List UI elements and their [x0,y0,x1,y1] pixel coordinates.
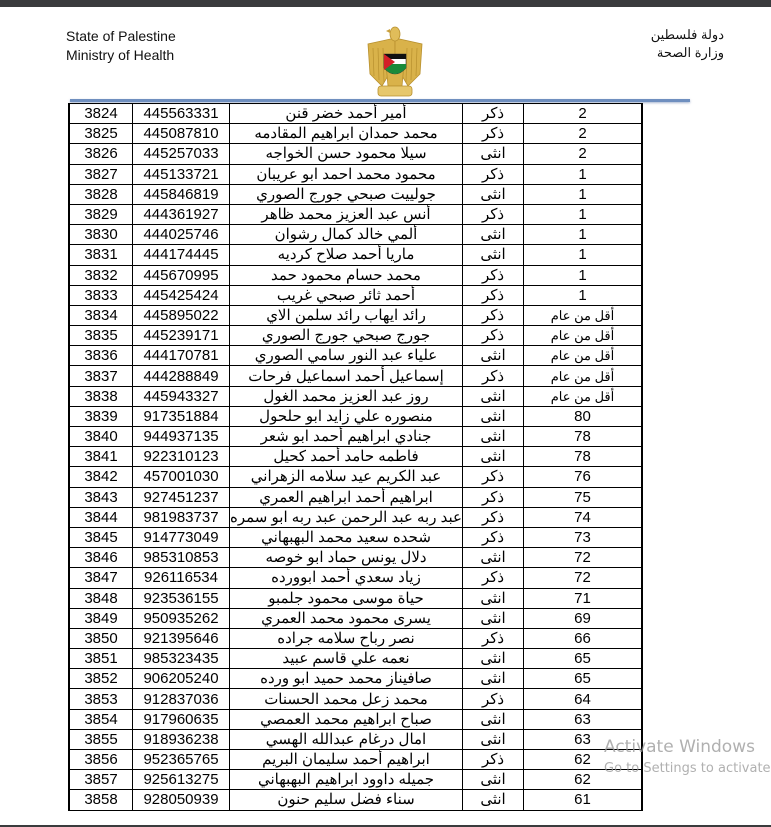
row-name: نصر رباح سلامه جراده [230,628,463,648]
row-id-number: 923536155 [133,588,230,608]
row-sex: ذكر [463,366,524,386]
row-seq-number: 3857 [69,770,133,790]
row-age: 1 [524,184,643,204]
table-row [69,305,642,325]
row-seq-number: 3840 [69,427,133,447]
row-name: ألمي خالد كمال رشوان [230,225,463,245]
row-age: أقل من عام [524,366,643,386]
row-seq-number: 3831 [69,245,133,265]
row-sex: ذكر [463,568,524,588]
row-id-number: 444170781 [133,346,230,366]
row-age: 80 [524,406,643,426]
row-sex: انثى [463,669,524,689]
row-age: أقل من عام [524,346,643,366]
row-name: ماريا أحمد صلاح كرديه [230,245,463,265]
row-seq-number: 3843 [69,487,133,507]
row-id-number: 445563331 [133,104,230,124]
row-id-number: 444025746 [133,225,230,245]
row-age: 64 [524,689,643,709]
row-seq-number: 3850 [69,628,133,648]
table-row [69,204,642,224]
row-name: امال درغام عبدالله الهسي [230,729,463,749]
row-sex: انثى [463,770,524,790]
row-id-number: 985323435 [133,649,230,669]
row-sex: انثى [463,346,524,366]
row-sex: ذكر [463,689,524,709]
row-sex: انثى [463,649,524,669]
row-name: جولييت صبحي جورج الصوري [230,184,463,204]
row-id-number: 445425424 [133,285,230,305]
table-row [69,628,642,648]
row-name: محمد حسام محمود حمد [230,265,463,285]
row-seq-number: 3837 [69,366,133,386]
row-age: 1 [524,265,643,285]
row-seq-number: 3833 [69,285,133,305]
row-age: 1 [524,245,643,265]
table-row [69,709,642,729]
row-id-number: 912837036 [133,689,230,709]
row-sex: ذكر [463,487,524,507]
window-top-bar [0,0,771,7]
row-age: 76 [524,467,643,487]
row-seq-number: 3830 [69,225,133,245]
row-sex: ذكر [463,750,524,770]
row-id-number: 922310123 [133,447,230,467]
row-sex: انثى [463,608,524,628]
table-row [69,568,642,588]
row-seq-number: 3839 [69,406,133,426]
ministry-name-en: Ministry of Health [66,47,175,63]
watermark-subtitle: Go to Settings to activate [604,761,771,776]
row-seq-number: 3848 [69,588,133,608]
row-age: 69 [524,608,643,628]
row-name: محمود محمد احمد ابو عريبان [230,164,463,184]
row-seq-number: 3844 [69,507,133,527]
row-name: جنادي ابراهيم أحمد ابو شعر [230,427,463,447]
watermark-title: Activate Windows [604,737,755,757]
row-id-number: 445943327 [133,386,230,406]
table-row [69,790,642,810]
row-sex: انثى [463,406,524,426]
row-seq-number: 3852 [69,669,133,689]
row-id-number: 952365765 [133,750,230,770]
row-age: أقل من عام [524,326,643,346]
state-name-en: State of Palestine [66,28,176,44]
row-sex: ذكر [463,507,524,527]
row-seq-number: 3842 [69,467,133,487]
row-age: 1 [524,164,643,184]
header-arabic [651,26,724,62]
row-name: سيلا محمود حسن الخواجه [230,144,463,164]
row-name: روز عبد العزيز محمد الغول [230,386,463,406]
row-sex: ذكر [463,265,524,285]
row-name: نعمه علي قاسم عبيد [230,649,463,669]
row-sex: انثى [463,144,524,164]
row-seq-number: 3828 [69,184,133,204]
row-age: أقل من عام [524,305,643,325]
row-age: 66 [524,628,643,648]
row-age: 78 [524,427,643,447]
row-seq-number: 3835 [69,326,133,346]
row-seq-number: 3832 [69,265,133,285]
table-row [69,507,642,527]
table-row [69,729,642,749]
row-seq-number: 3834 [69,305,133,325]
row-seq-number: 3847 [69,568,133,588]
row-seq-number: 3838 [69,386,133,406]
table-row [69,447,642,467]
row-age: 63 [524,729,643,749]
row-id-number: 926116534 [133,568,230,588]
row-seq-number: 3841 [69,447,133,467]
row-name: يسرى محمود محمد العمري [230,608,463,628]
row-age: 2 [524,144,643,164]
row-name: حياة موسى محمود جلمبو [230,588,463,608]
table-row [69,285,642,305]
table-row [69,527,642,547]
table-row [69,770,642,790]
row-sex: انثى [463,427,524,447]
row-age: 65 [524,669,643,689]
row-name: عبد الكريم عيد سلامه الزهراني [230,467,463,487]
row-age: 1 [524,204,643,224]
table-row [69,750,642,770]
row-age: 2 [524,104,643,124]
table-row [69,649,642,669]
row-id-number: 918936238 [133,729,230,749]
row-name: علياء عبد النور سامي الصوري [230,346,463,366]
row-age: أقل من عام [524,386,643,406]
row-age: 62 [524,750,643,770]
row-age: 1 [524,225,643,245]
row-name: أحمد ثائر صبحي غريب [230,285,463,305]
row-name: رائد ايهاب رائد سلمن الاي [230,305,463,325]
row-sex: انثى [463,548,524,568]
row-name: محمد حمدان ابراهيم المقادمه [230,124,463,144]
row-name: محمد زعل محمد الحسنات [230,689,463,709]
table-row [69,689,642,709]
row-age: 65 [524,649,643,669]
row-age: 61 [524,790,643,810]
row-id-number: 917960635 [133,709,230,729]
row-id-number: 445846819 [133,184,230,204]
row-sex: انثى [463,588,524,608]
row-seq-number: 3824 [69,104,133,124]
table-row [69,427,642,447]
row-sex: انثى [463,184,524,204]
row-sex: انثى [463,709,524,729]
table-row [69,366,642,386]
state-name-ar: دولة فلسطين [650,27,724,42]
row-age: 72 [524,568,643,588]
row-name: ابراهيم أحمد ابراهيم العمري [230,487,463,507]
row-name: ابراهيم أحمد سليمان البريم [230,750,463,770]
row-age: 73 [524,527,643,547]
row-id-number: 981983737 [133,507,230,527]
row-sex: ذكر [463,326,524,346]
row-seq-number: 3846 [69,548,133,568]
row-id-number: 444288849 [133,366,230,386]
row-id-number: 444361927 [133,204,230,224]
row-sex: ذكر [463,204,524,224]
row-age: 63 [524,709,643,729]
row-id-number: 917351884 [133,406,230,426]
row-name: أمير أحمد خضر قنن [230,104,463,124]
row-sex: ذكر [463,164,524,184]
table-row [69,184,642,204]
records-table-body [69,104,642,811]
row-id-number: 914773049 [133,527,230,547]
row-seq-number: 3855 [69,729,133,749]
row-age: 2 [524,124,643,144]
table-row [69,144,642,164]
table-row [69,265,642,285]
row-sex: انثى [463,386,524,406]
row-sex: ذكر [463,124,524,144]
row-id-number: 445239171 [133,326,230,346]
row-id-number: 445895022 [133,305,230,325]
row-age: 75 [524,487,643,507]
row-age: 74 [524,507,643,527]
table-row [69,245,642,265]
row-id-number: 927451237 [133,487,230,507]
activate-windows-watermark [604,737,771,779]
row-seq-number: 3825 [69,124,133,144]
row-seq-number: 3829 [69,204,133,224]
row-id-number: 445670995 [133,265,230,285]
row-seq-number: 3853 [69,689,133,709]
row-name: عبد ربه عبد الرحمن عبد ربه ابو سمره [230,508,462,526]
row-name: منصوره علي زايد ابو حلحول [230,406,463,426]
row-sex: ذكر [463,104,524,124]
row-id-number: 457001030 [133,467,230,487]
ministry-name-ar: وزارة الصحة [656,45,724,60]
table-row [69,104,642,124]
row-seq-number: 3858 [69,790,133,810]
row-id-number: 444174445 [133,245,230,265]
row-sex: ذكر [463,467,524,487]
row-name: صافيناز محمد حميد ابو ورده [230,669,463,689]
records-table [68,103,643,811]
row-id-number: 906205240 [133,669,230,689]
row-age: 62 [524,770,643,790]
row-sex: انثى [463,225,524,245]
table-row [69,548,642,568]
row-id-number: 921395646 [133,628,230,648]
row-age: 72 [524,548,643,568]
row-name: أنس عبد العزيز محمد ظاهر [230,204,463,224]
table-row [69,164,642,184]
row-sex: انثى [463,447,524,467]
row-name: زياد سعدي أحمد ابوورده [230,568,463,588]
row-name: دلال يونس حماد ابو خوصه [230,548,463,568]
row-seq-number: 3836 [69,346,133,366]
row-id-number: 925613275 [133,770,230,790]
row-seq-number: 3845 [69,527,133,547]
table-row [69,326,642,346]
row-id-number: 944937135 [133,427,230,447]
table-row [69,467,642,487]
row-sex: ذكر [463,527,524,547]
row-name: جميله داوود ابراهيم البهبهاني [230,770,463,790]
table-row [69,386,642,406]
row-id-number: 445087810 [133,124,230,144]
row-id-number: 445133721 [133,164,230,184]
table-row [69,608,642,628]
row-sex: ذكر [463,628,524,648]
row-sex: ذكر [463,305,524,325]
row-id-number: 928050939 [133,790,230,810]
row-sex: انثى [463,790,524,810]
table-row [69,487,642,507]
table-row [69,406,642,426]
row-sex: انثى [463,729,524,749]
row-name: فاطمه حامد أحمد كحيل [230,447,463,467]
row-name: جورج صبحي جورج الصوري [230,326,463,346]
row-age: 71 [524,588,643,608]
row-id-number: 985310853 [133,548,230,568]
row-seq-number: 3854 [69,709,133,729]
row-seq-number: 3827 [69,164,133,184]
header-divider [70,99,690,102]
row-seq-number: 3851 [69,649,133,669]
row-name: إسماعيل أحمد اسماعيل فرحات [230,366,463,386]
table-row [69,346,642,366]
table-row [69,124,642,144]
row-seq-number: 3856 [69,750,133,770]
row-name: صباح ابراهيم محمد العمصي [230,709,463,729]
header-english [66,27,176,65]
table-row [69,225,642,245]
row-age: 1 [524,285,643,305]
row-seq-number: 3849 [69,608,133,628]
row-seq-number: 3826 [69,144,133,164]
palestine-emblem-icon [362,24,428,100]
row-sex: ذكر [463,285,524,305]
row-name: سناء فضل سليم حنون [230,790,463,810]
row-name: شحده سعيد محمد البهبهاني [230,527,463,547]
table-row [69,588,642,608]
row-sex: انثى [463,245,524,265]
row-id-number: 950935262 [133,608,230,628]
table-row [69,669,642,689]
row-id-number: 445257033 [133,144,230,164]
row-age: 78 [524,447,643,467]
